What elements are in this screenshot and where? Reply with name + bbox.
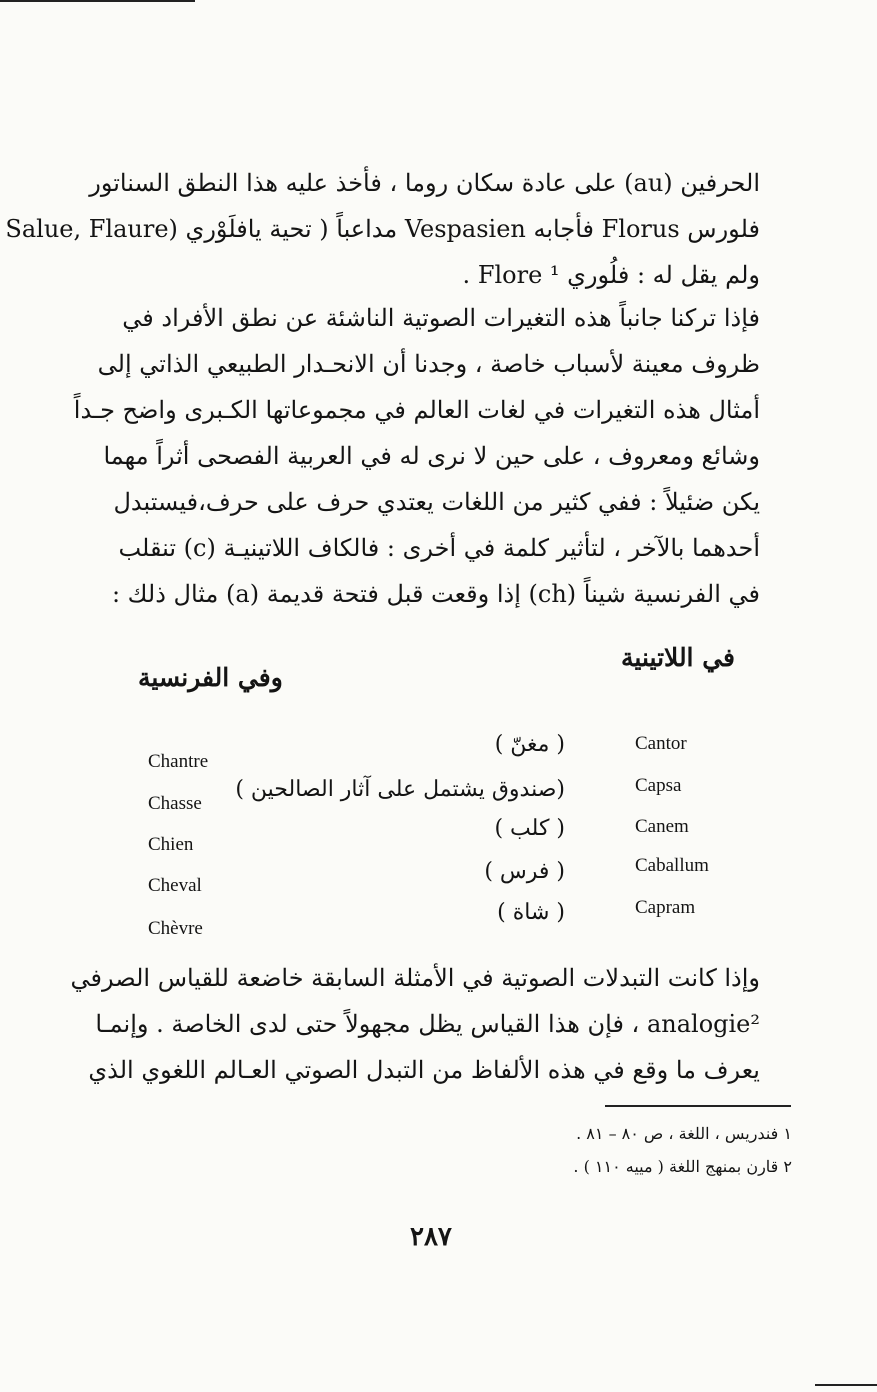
text-line: ولم يقل له : فلُوري Flore ¹ . bbox=[462, 261, 760, 289]
arabic-gloss: ( كلب ) bbox=[494, 816, 565, 841]
arabic-gloss: ( فرس ) bbox=[484, 859, 565, 884]
example-row bbox=[0, 733, 877, 773]
text-line: في الفرنسية شيناً (ch) إذا وقعت قبل فتحة قديمة (a) مثال ذلك : bbox=[111, 580, 760, 608]
text-line: analogie² ، فإن هذا القياس يظل مجهولاً حتى لدى الخاصة . وإنمـا bbox=[95, 1010, 760, 1038]
latin-word: Cantor bbox=[635, 733, 687, 754]
latin-word: Caballum bbox=[635, 855, 709, 876]
column-heading-french: وفي الفرنسية bbox=[138, 663, 283, 692]
column-heading-latin: في اللاتينية bbox=[621, 643, 735, 672]
text-line: أحدهما بالآخر ، لتأثير كلمة في أخرى : فالكاف اللاتينيـة (c) تنقلب bbox=[118, 534, 760, 562]
latin-word: Canem bbox=[635, 816, 689, 837]
paragraph-vespasian-anecdote bbox=[5, 160, 760, 298]
latin-word: Capsa bbox=[635, 775, 682, 796]
latin-word: Capram bbox=[635, 897, 696, 918]
example-row bbox=[0, 775, 877, 815]
paragraph-analogy bbox=[70, 955, 760, 1093]
footnote-1: ١ فندريس ، اللغة ، ص ٨٠ – ٨١ . bbox=[576, 1124, 792, 1143]
text-line: الحرفين (au) على عادة سكان روما ، فأخذ عليه هذا النطق السناتور bbox=[89, 169, 760, 197]
french-word: Chien bbox=[148, 834, 194, 855]
french-word: Chantre bbox=[148, 751, 209, 772]
text-line: فإذا تركنا جانباً هذه التغيرات الصوتية الناشئة عن نطق الأفراد في bbox=[122, 304, 760, 332]
text-line: يكن ضئيلاً : ففي كثير من اللغات يعتدي حرف على حرف،فيستبدل bbox=[113, 488, 760, 516]
page-number: ٢٨٧ bbox=[410, 1222, 452, 1252]
scan-edge-line bbox=[0, 0, 195, 2]
example-row bbox=[0, 857, 877, 897]
text-line: يعرف ما وقع في هذه الألفاظ من التبدل الصوتي العـالم اللغوي الذي bbox=[88, 1056, 760, 1084]
arabic-gloss: ( شاة ) bbox=[497, 900, 565, 925]
text-line: وشائع ومعروف ، على حين لا نرى له في العربية الفصحى أثراً مهما bbox=[103, 442, 760, 470]
paragraph-phonetic-changes bbox=[73, 295, 760, 617]
french-word: Chasse bbox=[148, 793, 202, 814]
arabic-gloss: ( مغنّ ) bbox=[494, 732, 565, 757]
footnote-separator bbox=[605, 1105, 791, 1107]
arabic-gloss: (صندوق يشتمل على آثار الصالحين ) bbox=[235, 777, 565, 802]
scan-edge-line bbox=[815, 1384, 877, 1386]
text-line: وإذا كانت التبدلات الصوتية في الأمثلة السابقة خاضعة للقياس الصرفي bbox=[70, 964, 760, 992]
french-word: Cheval bbox=[148, 875, 202, 896]
text-line: فلورس Florus فأجابه Vespasien مداعباً ( تحية يافلَوْري (Salue, Flaure bbox=[5, 215, 760, 243]
text-line: أمثال هذه التغيرات في لغات العالم في مجموعاتها الكـبرى واضح جـداً bbox=[73, 396, 760, 424]
example-row bbox=[0, 898, 877, 938]
footnote-2: ٢ قارن بمنهج اللغة ( مييه ١١٠ ) . bbox=[573, 1157, 792, 1176]
text-line: ظروف معينة لأسباب خاصة ، وجدنا أن الانحـدار الطبيعي الذاتي إلى bbox=[97, 350, 760, 378]
french-word: Chèvre bbox=[148, 918, 203, 939]
example-row bbox=[0, 816, 877, 856]
